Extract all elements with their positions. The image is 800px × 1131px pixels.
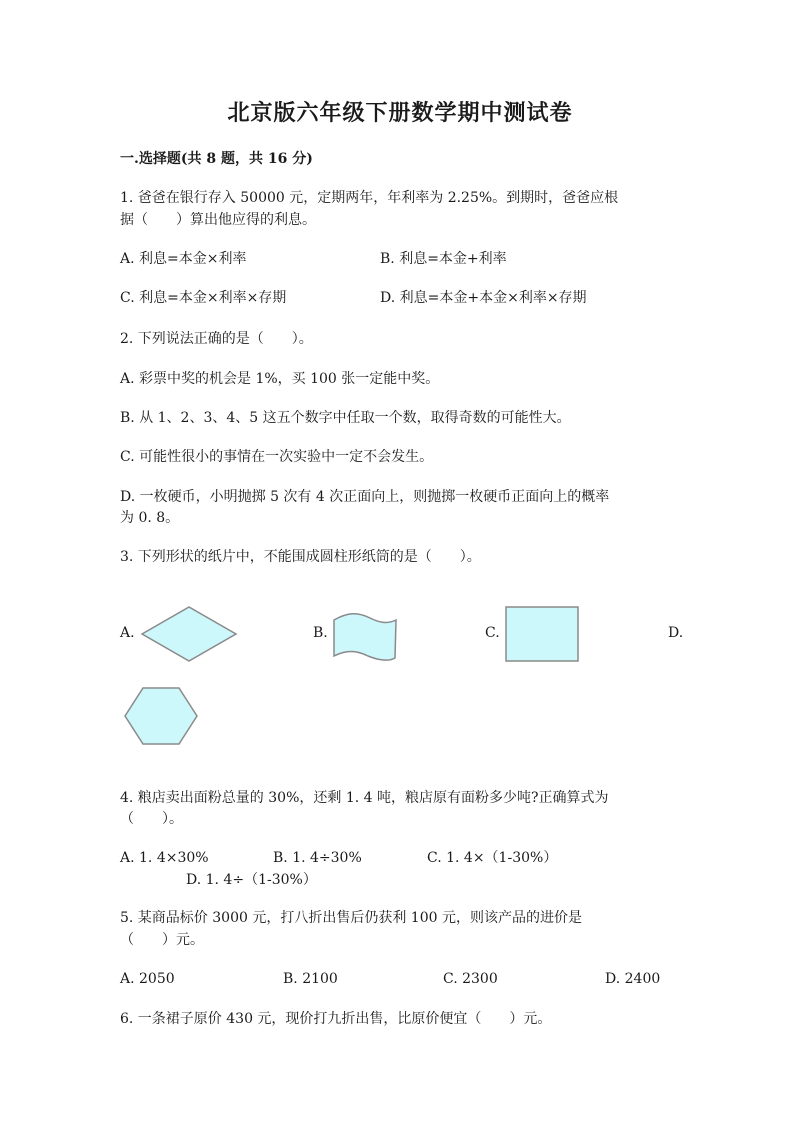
page-title: 北京版六年级下册数学期中测试卷 <box>227 100 573 126</box>
q4-option-a: A. 1. 4×30% <box>120 850 209 866</box>
q5-option-c: C. 2300 <box>443 971 498 987</box>
q2-option-b: B. 从 1、2、3、4、5 这五个数字中任取一个数，取得奇数的可能性大。 <box>120 410 571 426</box>
q4-stem-line2: （ ）。 <box>120 811 183 827</box>
q2-option-a: A. 彩票中奖的机会是 1%，买 100 张一定能中奖。 <box>120 371 440 387</box>
q1-option-a: A. 利息=本金×利率 <box>120 251 247 267</box>
wavy-sheet-shape <box>332 612 398 662</box>
q4-option-d: D. 1. 4÷（1-30%） <box>186 872 317 888</box>
q2-option-c: C. 可能性很小的事情在一次实验中一定不会发生。 <box>120 449 434 465</box>
q1-stem-line2: 据（ ）算出他应得的利息。 <box>120 212 316 228</box>
q3-stem: 3. 下列形状的纸片中，不能围成圆柱形纸筒的是（ ）。 <box>120 549 481 565</box>
q1-option-b: B. 利息=本金+利率 <box>380 251 507 267</box>
q5-stem-line2: （ ）元。 <box>120 932 204 948</box>
q2-stem: 2. 下列说法正确的是（ ）。 <box>120 331 313 347</box>
hexagon-shape <box>123 686 201 748</box>
q6-stem: 6. 一条裙子原价 430 元，现价打九折出售，比原价便宜（ ）元。 <box>120 1011 552 1027</box>
rhombus-shape <box>140 605 240 663</box>
q3-label-c: C. <box>485 625 500 641</box>
q3-label-a: A. <box>120 625 135 641</box>
rectangle-shape <box>505 606 581 664</box>
q3-label-b: B. <box>313 625 328 641</box>
q1-stem-line1: 1. 爸爸在银行存入 50000 元，定期两年，年利率为 2.25%。到期时，爸爸应根 <box>120 190 619 206</box>
q1-option-d: D. 利息=本金+本金×利率×存期 <box>380 290 587 306</box>
q5-option-a: A. 2050 <box>120 971 175 987</box>
q2-option-d-line2: 为 0. 8。 <box>120 510 180 526</box>
q4-stem-line1: 4. 粮店卖出面粉总量的 30%，还剩 1. 4 吨，粮店原有面粉多少吨?正确算式为 <box>120 790 609 806</box>
q2-option-d-line1: D. 一枚硬币，小明抛掷 5 次有 4 次正面向上，则抛掷一枚硬币正面向上的概率 <box>120 489 610 505</box>
q4-option-c: C. 1. 4×（1-30%） <box>427 850 558 866</box>
q1-option-c: C. 利息=本金×利率×存期 <box>120 290 287 306</box>
q5-stem-line1: 5. 某商品标价 3000 元，打八折出售后仍获利 100 元，则该产品的进价是 <box>120 910 582 926</box>
q5-option-b: B. 2100 <box>283 971 338 987</box>
q3-label-d: D. <box>668 625 684 641</box>
section-heading: 一.选择题(共 8 题，共 16 分) <box>120 151 313 167</box>
q5-option-d: D. 2400 <box>605 971 661 987</box>
q4-option-b: B. 1. 4÷30% <box>273 850 362 866</box>
